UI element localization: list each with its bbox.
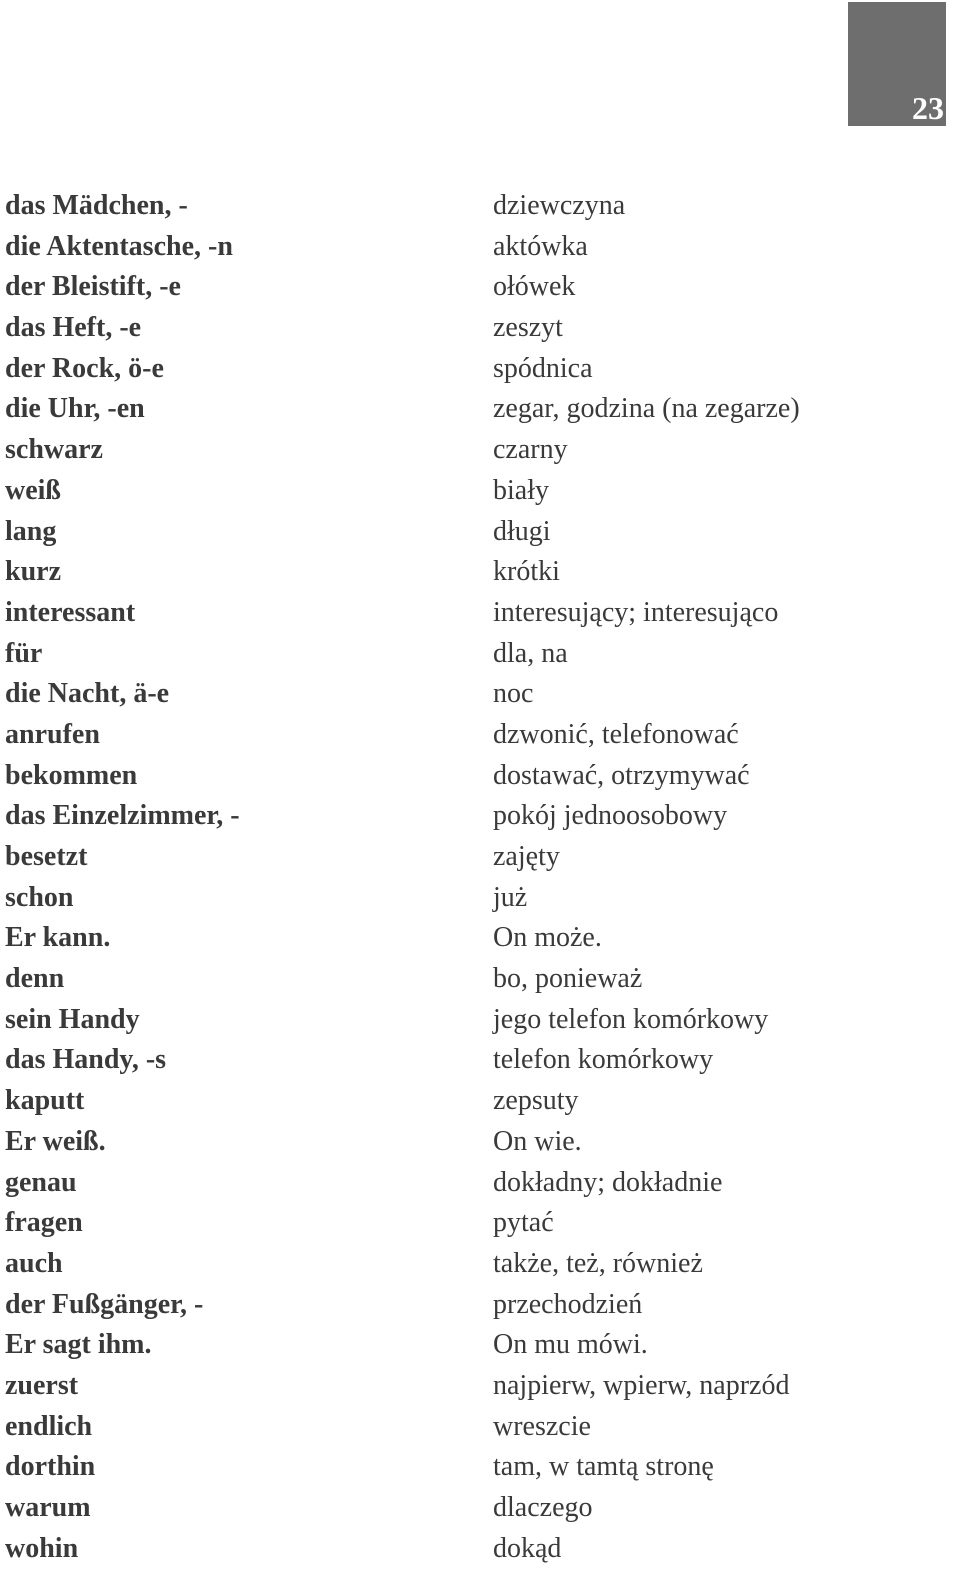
- german-term: wohin: [5, 1532, 79, 1564]
- german-term: die Aktentasche, -n: [5, 230, 233, 262]
- polish-translation: telefon komórkowy: [493, 1044, 714, 1076]
- german-term: das Einzelzimmer, -: [5, 800, 240, 832]
- german-term: der Bleistift, -e: [5, 271, 181, 303]
- vocabulary-row: [0, 1366, 960, 1407]
- polish-translation: aktówka: [493, 230, 588, 262]
- polish-translation: zepsuty: [493, 1085, 579, 1117]
- polish-translation: czarny: [493, 434, 568, 466]
- vocabulary-row: [0, 308, 960, 349]
- polish-translation: zajęty: [493, 841, 560, 872]
- polish-translation: spódnica: [493, 352, 593, 384]
- polish-translation: noc: [493, 678, 534, 710]
- german-term: schon: [5, 881, 74, 913]
- polish-translation: także, też, również: [493, 1247, 703, 1279]
- german-term: Er weiß.: [5, 1125, 106, 1157]
- german-term: das Mädchen, -: [5, 190, 188, 221]
- page-number: 23: [912, 90, 944, 126]
- vocabulary-row: [0, 389, 960, 430]
- polish-translation: pytać: [493, 1207, 554, 1239]
- german-term: auch: [5, 1247, 63, 1279]
- german-term: anrufen: [5, 718, 100, 750]
- german-term: kurz: [5, 556, 61, 588]
- german-term: fragen: [5, 1207, 83, 1239]
- vocabulary-row: [0, 349, 960, 390]
- polish-translation: On wie.: [493, 1125, 582, 1157]
- polish-translation: dostawać, otrzymywać: [493, 759, 750, 791]
- vocabulary-row: [0, 512, 960, 553]
- german-term: warum: [5, 1492, 91, 1523]
- vocabulary-row: [0, 715, 960, 756]
- german-term: endlich: [5, 1410, 93, 1442]
- polish-translation: zegar, godzina (na zegarze): [493, 393, 800, 425]
- polish-translation: dzwonić, telefonować: [493, 718, 739, 750]
- vocabulary-row: [0, 1203, 960, 1244]
- german-term: die Uhr, -en: [5, 393, 145, 425]
- german-term: für: [5, 637, 43, 669]
- vocabulary-row: [0, 430, 960, 471]
- vocabulary-row: [0, 756, 960, 797]
- vocabulary-row: [0, 1163, 960, 1204]
- vocabulary-row: [0, 1081, 960, 1122]
- polish-translation: dokąd: [493, 1532, 562, 1564]
- vocabulary-row: [0, 1122, 960, 1163]
- vocabulary-row: [0, 1488, 960, 1529]
- german-term: Er sagt ihm.: [5, 1329, 152, 1361]
- vocabulary-row: [0, 959, 960, 1000]
- german-term: bekommen: [5, 759, 138, 791]
- vocabulary-row: [0, 634, 960, 675]
- polish-translation: dziewczyna: [493, 190, 626, 221]
- vocabulary-row: [0, 267, 960, 308]
- german-term: der Rock, ö-e: [5, 352, 164, 384]
- german-term: weiß: [5, 474, 61, 506]
- polish-translation: tam, w tamtą stronę: [493, 1451, 714, 1483]
- german-term: schwarz: [5, 434, 103, 466]
- german-term: denn: [5, 963, 65, 995]
- polish-translation: ołówek: [493, 271, 576, 303]
- vocabulary-row: [0, 1244, 960, 1285]
- german-term: interessant: [5, 596, 136, 628]
- vocabulary-row: [0, 1529, 960, 1570]
- vocabulary-row: [0, 1040, 960, 1081]
- german-term: kaputt: [5, 1085, 85, 1117]
- german-term: sein Handy: [5, 1003, 140, 1035]
- german-term: der Fußgänger, -: [5, 1288, 204, 1320]
- polish-translation: pokój jednoosobowy: [493, 800, 728, 832]
- vocabulary-row: [0, 593, 960, 634]
- german-term: genau: [5, 1166, 77, 1198]
- german-term: Er kann.: [5, 922, 111, 954]
- vocabulary-row: [0, 1000, 960, 1041]
- german-term: lang: [5, 515, 57, 547]
- polish-translation: dla, na: [493, 637, 568, 669]
- polish-translation: biały: [493, 474, 549, 506]
- polish-translation: długi: [493, 515, 551, 547]
- german-term: zuerst: [5, 1369, 79, 1401]
- vocabulary-row: [0, 1285, 960, 1326]
- german-term: besetzt: [5, 841, 88, 872]
- polish-translation: On może.: [493, 922, 602, 954]
- polish-translation: przechodzień: [493, 1288, 643, 1320]
- polish-translation: krótki: [493, 556, 560, 588]
- vocabulary-row: [0, 796, 960, 837]
- german-term: das Heft, -e: [5, 312, 142, 344]
- vocabulary-row: [0, 186, 960, 227]
- vocabulary-list: [0, 186, 960, 1569]
- vocabulary-row: [0, 1407, 960, 1448]
- polish-translation: bo, ponieważ: [493, 963, 643, 995]
- polish-translation: jego telefon komórkowy: [493, 1003, 769, 1035]
- vocabulary-row: [0, 918, 960, 959]
- vocabulary-row: [0, 878, 960, 919]
- polish-translation: wreszcie: [493, 1410, 591, 1442]
- german-term: die Nacht, ä-e: [5, 678, 170, 710]
- polish-translation: interesujący; interesująco: [493, 596, 779, 628]
- polish-translation: najpierw, wpierw, naprzód: [493, 1369, 790, 1401]
- vocabulary-row: [0, 471, 960, 512]
- vocabulary-row: [0, 552, 960, 593]
- german-term: dorthin: [5, 1451, 96, 1483]
- polish-translation: On mu mówi.: [493, 1329, 648, 1361]
- polish-translation: dlaczego: [493, 1492, 593, 1523]
- vocabulary-row: [0, 1447, 960, 1488]
- vocabulary-row: [0, 674, 960, 715]
- vocabulary-row: [0, 227, 960, 268]
- vocabulary-row: [0, 837, 960, 878]
- polish-translation: zeszyt: [493, 312, 563, 344]
- page-number-tab: [848, 2, 946, 126]
- german-term: das Handy, -s: [5, 1044, 167, 1076]
- vocabulary-row: [0, 1325, 960, 1366]
- polish-translation: dokładny; dokładnie: [493, 1166, 723, 1198]
- polish-translation: już: [493, 881, 528, 913]
